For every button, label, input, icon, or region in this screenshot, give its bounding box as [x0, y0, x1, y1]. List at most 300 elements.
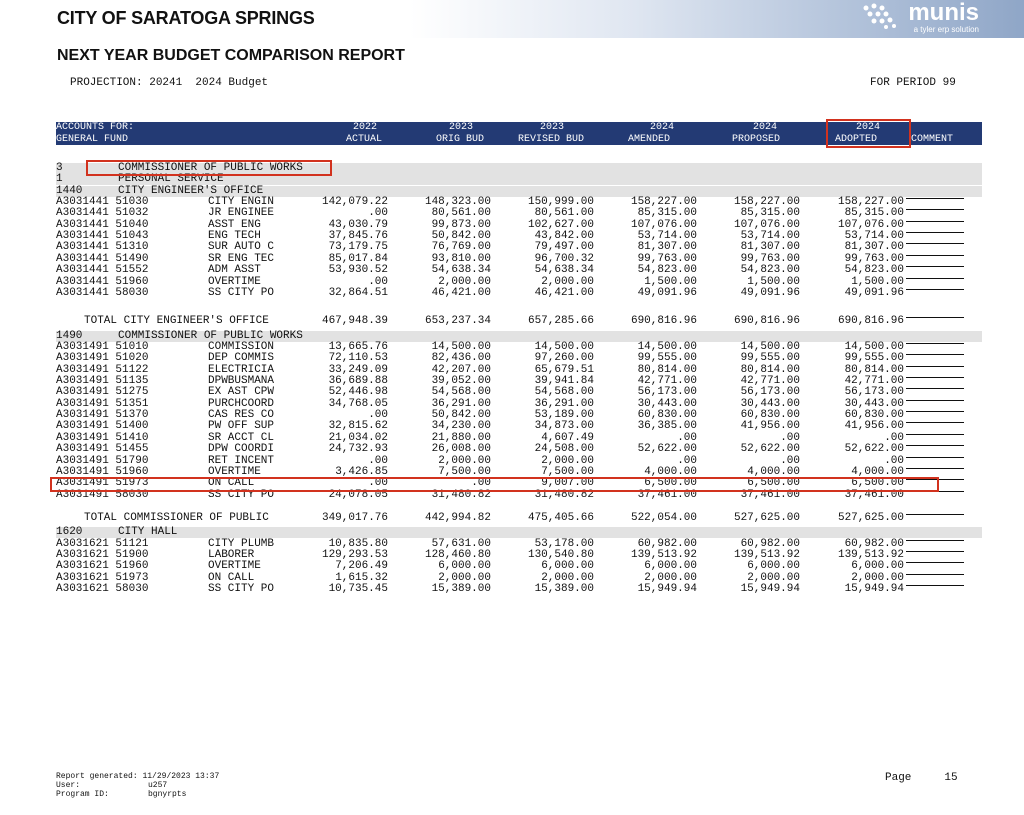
amount-cell: 527,625.00 — [733, 512, 800, 524]
account-description: ON CALL — [208, 477, 255, 490]
amount-cell: 80,814.00 — [637, 363, 697, 376]
account-number: A3031621 51900 — [56, 548, 149, 561]
amount-cell: 54,568.00 — [431, 386, 491, 399]
amount-cell: 107,076.00 — [837, 218, 904, 231]
table-row — [56, 254, 982, 265]
amount-cell: 37,461.00 — [844, 488, 904, 501]
total-label: TOTAL COMMISSIONER OF PUBLIC — [84, 512, 269, 524]
comment-field[interactable] — [906, 208, 964, 210]
account-number: A3031621 58030 — [56, 582, 149, 595]
amount-cell: 30,443.00 — [637, 397, 697, 410]
amount-cell: 349,017.76 — [321, 512, 388, 524]
comment-field[interactable] — [906, 353, 964, 355]
comment-field[interactable] — [906, 573, 964, 575]
group-label: PERSONAL SERVICE — [118, 173, 224, 186]
amount-cell: 2,000.00 — [644, 571, 697, 584]
amount-cell: 99,555.00 — [637, 352, 697, 365]
amount-cell: 32,864.51 — [328, 286, 388, 299]
amount-cell: 158,227.00 — [733, 196, 800, 209]
group-code: 1440 — [56, 184, 83, 197]
account-number: A3031441 51043 — [56, 230, 149, 243]
amount-cell: 46,421.00 — [534, 286, 594, 299]
table-row — [56, 376, 982, 387]
account-description: COMMISSION — [208, 341, 275, 353]
logo-tagline: a tyler erp solution — [913, 25, 979, 34]
amount-cell: 36,291.00 — [534, 397, 594, 410]
munis-dots-icon — [862, 2, 904, 30]
amount-cell: 527,625.00 — [837, 512, 904, 524]
amount-cell: 139,513.92 — [630, 548, 697, 561]
amount-cell: 13,665.76 — [328, 341, 388, 353]
program-value: bgnyrpts — [148, 790, 187, 799]
amount-cell: 1,500.00 — [851, 275, 904, 288]
amount-cell: 34,768.05 — [328, 397, 388, 410]
table-row — [56, 456, 982, 467]
amount-cell: .00 — [780, 431, 800, 444]
amount-cell: 52,622.00 — [844, 443, 904, 456]
amount-cell: 24,508.00 — [534, 443, 594, 456]
page-label: Page — [885, 772, 912, 784]
account-number: A3031441 51032 — [56, 207, 149, 220]
user-label: User: — [56, 781, 81, 790]
col-2022-actual: ACTUAL — [346, 134, 383, 145]
amount-cell: 130,540.80 — [527, 548, 594, 561]
amount-cell: 52,622.00 — [637, 443, 697, 456]
amount-cell: 53,714.00 — [637, 230, 697, 243]
amount-cell: 57,631.00 — [431, 537, 491, 550]
account-number: A3031491 58030 — [56, 488, 149, 501]
amount-cell: 6,000.00 — [438, 560, 491, 573]
amount-cell: 15,389.00 — [534, 582, 594, 595]
account-description: SUR AUTO C — [208, 241, 275, 254]
account-number: A3031491 51122 — [56, 363, 149, 376]
table-row — [56, 220, 982, 231]
amount-cell: 52,622.00 — [740, 443, 800, 456]
total-row — [56, 513, 982, 524]
comment-field[interactable] — [906, 197, 964, 199]
account-number: A3031491 51410 — [56, 431, 149, 444]
account-description: SR ENG TEC — [208, 252, 275, 265]
amount-cell: .00 — [368, 477, 388, 490]
col-comment: COMMENT — [911, 134, 954, 145]
amount-cell: .00 — [677, 431, 697, 444]
amount-cell: 10,835.80 — [328, 537, 388, 550]
account-description: DPW COORDI — [208, 443, 275, 456]
account-description: DEP COMMIS — [208, 352, 275, 365]
amount-cell: 7,500.00 — [541, 465, 594, 478]
comment-field[interactable] — [906, 550, 964, 552]
amount-cell: 690,816.96 — [837, 315, 904, 327]
amount-cell: 139,513.92 — [837, 548, 904, 561]
amount-cell: 49,091.96 — [740, 286, 800, 299]
account-description: SS CITY PO — [208, 286, 275, 299]
comment-field[interactable] — [906, 231, 964, 233]
comment-field[interactable] — [906, 365, 964, 367]
col-2023-orig: ORIG BUD — [436, 134, 485, 145]
amount-cell: 107,076.00 — [733, 218, 800, 231]
amount-cell: 53,178.00 — [534, 537, 594, 550]
amount-cell: 54,638.34 — [431, 264, 491, 277]
amount-cell: 81,307.00 — [740, 241, 800, 254]
amount-cell: 34,873.00 — [534, 420, 594, 433]
period-label: FOR PERIOD 99 — [870, 77, 956, 89]
amount-cell: 60,830.00 — [637, 409, 697, 422]
amount-cell: 60,830.00 — [740, 409, 800, 422]
account-description: JR ENGINEE — [208, 207, 275, 220]
account-description: CITY ENGIN — [208, 196, 275, 209]
amount-cell: .00 — [368, 454, 388, 467]
amount-cell: 7,206.49 — [335, 560, 388, 573]
amount-cell: 128,460.80 — [424, 548, 491, 561]
amount-cell: 65,679.51 — [534, 363, 594, 376]
amount-cell: 4,000.00 — [747, 465, 800, 478]
amount-cell: 79,497.00 — [534, 241, 594, 254]
amount-cell: 467,948.39 — [321, 315, 388, 327]
amount-cell: 4,000.00 — [851, 465, 904, 478]
account-number: A3031491 51275 — [56, 386, 149, 399]
account-number: A3031441 58030 — [56, 286, 149, 299]
amount-cell: 139,513.92 — [733, 548, 800, 561]
comment-field[interactable] — [906, 467, 964, 469]
amount-cell: 14,500.00 — [844, 341, 904, 353]
col-2024-amended: AMENDED — [628, 134, 671, 145]
group-city-engineer — [56, 186, 982, 197]
account-description: OVERTIME — [208, 465, 261, 478]
comment-field[interactable] — [906, 277, 964, 279]
comment-field[interactable] — [906, 342, 964, 344]
comment-field[interactable] — [906, 444, 964, 446]
report-banner — [0, 0, 1024, 38]
amount-cell: 99,763.00 — [844, 252, 904, 265]
amount-cell: 148,323.00 — [424, 196, 491, 209]
account-description: PW OFF SUP — [208, 420, 275, 433]
group-public-works — [56, 331, 982, 342]
amount-cell: 15,389.00 — [431, 582, 491, 595]
amount-cell: 37,845.76 — [328, 230, 388, 243]
comment-field[interactable] — [906, 561, 964, 563]
amount-cell: 31,480.82 — [431, 488, 491, 501]
comment-field[interactable] — [906, 410, 964, 412]
table-row — [56, 410, 982, 421]
amount-cell: 53,930.52 — [328, 264, 388, 277]
amount-cell: 657,285.66 — [527, 315, 594, 327]
amount-cell: 41,956.00 — [740, 420, 800, 433]
amount-cell: .00 — [471, 477, 491, 490]
comment-field[interactable] — [906, 584, 964, 586]
account-description: SS CITY PO — [208, 488, 275, 501]
amount-cell: 2,000.00 — [851, 571, 904, 584]
comment-field[interactable] — [906, 539, 964, 541]
user-value: u257 — [148, 781, 168, 790]
total-row — [56, 316, 982, 327]
col-2023-revised: REVISED BUD — [518, 134, 585, 145]
amount-cell: 24,078.05 — [328, 488, 388, 501]
amount-cell: 2,000.00 — [438, 571, 491, 584]
account-description: LABORER — [208, 548, 255, 561]
amount-cell: 73,179.75 — [328, 241, 388, 254]
table-row — [56, 584, 982, 595]
amount-cell: 6,000.00 — [851, 560, 904, 573]
comment-field[interactable] — [906, 242, 964, 244]
amount-cell: 107,076.00 — [630, 218, 697, 231]
amount-cell: 80,814.00 — [740, 363, 800, 376]
amount-cell: 50,842.00 — [431, 230, 491, 243]
account-number: A3031441 51490 — [56, 252, 149, 265]
group-label: COMMISSIONER OF PUBLIC WORKS — [118, 330, 303, 342]
table-row — [56, 208, 982, 219]
amount-cell: 82,436.00 — [431, 352, 491, 365]
comment-field[interactable] — [906, 387, 964, 389]
amount-cell: 475,405.66 — [527, 512, 594, 524]
amount-cell: 33,249.09 — [328, 363, 388, 376]
account-number: A3031441 51030 — [56, 196, 149, 209]
group-label: CITY HALL — [118, 526, 178, 538]
amount-cell: 14,500.00 — [534, 341, 594, 353]
account-number: A3031491 51960 — [56, 465, 149, 478]
on-call-row-highlight — [50, 477, 939, 492]
amount-cell: 53,714.00 — [740, 230, 800, 243]
account-number: A3031491 51351 — [56, 397, 149, 410]
amount-cell: 56,173.00 — [637, 386, 697, 399]
col-2024-proposed: PROPOSED — [732, 134, 781, 145]
amount-cell: 60,982.00 — [844, 537, 904, 550]
table-row — [56, 539, 982, 550]
amount-cell: 42,771.00 — [844, 375, 904, 388]
report-footer — [56, 772, 219, 799]
account-number: A3031491 51455 — [56, 443, 149, 456]
amount-cell: 93,810.00 — [431, 252, 491, 265]
amount-cell: 99,555.00 — [740, 352, 800, 365]
amount-cell: 150,999.00 — [527, 196, 594, 209]
amount-cell: 10,735.45 — [328, 582, 388, 595]
amount-cell: 85,315.00 — [637, 207, 697, 220]
amount-cell: 80,814.00 — [844, 363, 904, 376]
account-description: ENG TECH — [208, 230, 261, 243]
comment-field[interactable] — [906, 254, 964, 256]
amount-cell: 2,000.00 — [438, 454, 491, 467]
account-number: A3031441 51310 — [56, 241, 149, 254]
amount-cell: 37,461.00 — [637, 488, 697, 501]
generated-label: Report generated: — [56, 772, 138, 781]
table-row — [56, 387, 982, 398]
amount-cell: 99,763.00 — [740, 252, 800, 265]
amount-cell: 9,007.00 — [541, 477, 594, 490]
col-2022-year: 2022 — [353, 122, 378, 133]
amount-cell: 129,293.53 — [321, 548, 388, 561]
amount-cell: 81,307.00 — [637, 241, 697, 254]
amount-cell: 76,769.00 — [431, 241, 491, 254]
comment-field[interactable] — [906, 316, 964, 318]
amount-cell: .00 — [677, 454, 697, 467]
comment-field[interactable] — [906, 288, 964, 290]
amount-cell: 97,260.00 — [534, 352, 594, 365]
group-code: 1490 — [56, 330, 83, 342]
amount-cell: 102,627.00 — [527, 218, 594, 231]
account-number: A3031491 51020 — [56, 352, 149, 365]
table-row — [56, 573, 982, 584]
table-row — [56, 342, 982, 353]
amount-cell: 99,873.00 — [431, 218, 491, 231]
account-number: A3031441 51960 — [56, 275, 149, 288]
amount-cell: .00 — [368, 207, 388, 220]
table-row — [56, 365, 982, 376]
amount-cell: 2,000.00 — [747, 571, 800, 584]
account-description: SR ACCT CL — [208, 431, 275, 444]
table-row — [56, 197, 982, 208]
account-number: A3031491 51400 — [56, 420, 149, 433]
amount-cell: 158,227.00 — [837, 196, 904, 209]
amount-cell: 85,315.00 — [740, 207, 800, 220]
amount-cell: 53,714.00 — [844, 230, 904, 243]
account-number: A3031491 51010 — [56, 341, 149, 353]
amount-cell: 442,994.82 — [424, 512, 491, 524]
amount-cell: 2,000.00 — [541, 454, 594, 467]
account-number: A3031621 51121 — [56, 537, 149, 550]
comment-field[interactable] — [906, 220, 964, 222]
group-code: 1620 — [56, 526, 83, 538]
commissioner-highlight — [86, 160, 332, 176]
amount-cell: 54,568.00 — [534, 386, 594, 399]
amount-cell: 96,700.32 — [534, 252, 594, 265]
comment-field[interactable] — [906, 399, 964, 401]
account-description: DPWBUSMANA — [208, 375, 275, 388]
amount-cell: 14,500.00 — [637, 341, 697, 353]
comment-field[interactable] — [906, 433, 964, 435]
generated-value: 11/29/2023 13:37 — [142, 772, 220, 781]
amount-cell: 14,500.00 — [740, 341, 800, 353]
table-row — [56, 561, 982, 572]
comment-field[interactable] — [906, 421, 964, 423]
account-description: PURCHCOORD — [208, 397, 275, 410]
table-row — [56, 433, 982, 444]
amount-cell: 32,815.62 — [328, 420, 388, 433]
amount-cell: 15,949.94 — [740, 582, 800, 595]
page-number — [885, 772, 958, 784]
amount-cell: 56,173.00 — [740, 386, 800, 399]
amount-cell: 36,291.00 — [431, 397, 491, 410]
amount-cell: 6,000.00 — [541, 560, 594, 573]
group-label: COMMISSIONER OF PUBLIC WORKS — [118, 162, 303, 174]
account-description: RET INCENT — [208, 454, 275, 467]
amount-cell: 54,823.00 — [844, 264, 904, 277]
account-number: A3031621 51960 — [56, 560, 149, 573]
amount-cell: 24,732.93 — [328, 443, 388, 456]
accounts-for-label: ACCOUNTS FOR: — [56, 122, 135, 133]
amount-cell: .00 — [368, 409, 388, 422]
amount-cell: 690,816.96 — [733, 315, 800, 327]
comment-field[interactable] — [906, 376, 964, 378]
amount-cell: 54,638.34 — [534, 264, 594, 277]
program-label: Program ID: — [56, 790, 109, 799]
amount-cell: 690,816.96 — [630, 315, 697, 327]
amount-cell: 21,034.02 — [328, 431, 388, 444]
amount-cell: 60,982.00 — [637, 537, 697, 550]
munis-logo — [908, 0, 979, 38]
amount-cell: 6,500.00 — [747, 477, 800, 490]
amount-cell: 42,207.00 — [431, 363, 491, 376]
account-number: A3031621 51973 — [56, 571, 149, 584]
amount-cell: 2,000.00 — [541, 275, 594, 288]
amount-cell: 3,426.85 — [335, 465, 388, 478]
amount-cell: 30,443.00 — [844, 397, 904, 410]
amount-cell: 49,091.96 — [844, 286, 904, 299]
table-row — [56, 265, 982, 276]
amount-cell: 42,771.00 — [740, 375, 800, 388]
col-2023r-year: 2023 — [540, 122, 565, 133]
amount-cell: 2,000.00 — [438, 275, 491, 288]
account-description: EX AST CPW — [208, 386, 275, 399]
account-description: OVERTIME — [208, 560, 261, 573]
table-row — [56, 550, 982, 561]
account-description: ELECTRICIA — [208, 363, 275, 376]
total-label: TOTAL CITY ENGINEER'S OFFICE — [84, 315, 269, 327]
amount-cell: 60,982.00 — [740, 537, 800, 550]
table-row — [56, 399, 982, 410]
amount-cell: 36,385.00 — [637, 420, 697, 433]
amount-cell: 52,446.98 — [328, 386, 388, 399]
col-2024-adopted: ADOPTED — [835, 134, 878, 145]
col-2023-year: 2023 — [449, 122, 474, 133]
account-number: A3031491 51370 — [56, 409, 149, 422]
amount-cell: 7,500.00 — [438, 465, 491, 478]
group-label: CITY ENGINEER'S OFFICE — [118, 184, 264, 197]
amount-cell: .00 — [884, 454, 904, 467]
amount-cell: 6,000.00 — [747, 560, 800, 573]
group-code: 1 — [56, 173, 63, 186]
account-description: OVERTIME — [208, 275, 261, 288]
table-row — [56, 242, 982, 253]
account-description: ON CALL — [208, 571, 255, 584]
amount-cell: 522,054.00 — [630, 512, 697, 524]
amount-cell: 1,500.00 — [644, 275, 697, 288]
comment-field[interactable] — [906, 456, 964, 458]
col-2024p-year: 2024 — [753, 122, 778, 133]
amount-cell: 158,227.00 — [630, 196, 697, 209]
comment-field[interactable] — [906, 513, 964, 515]
amount-cell: 26,008.00 — [431, 443, 491, 456]
comment-field[interactable] — [906, 265, 964, 267]
report-title: NEXT YEAR BUDGET COMPARISON REPORT — [57, 47, 405, 64]
amount-cell: 39,941.84 — [534, 375, 594, 388]
adopted-column-highlight — [826, 119, 911, 148]
account-number: A3031441 51040 — [56, 218, 149, 231]
group-code: 3 — [56, 162, 63, 174]
city-name: CITY OF SARATOGA SPRINGS — [57, 8, 315, 28]
amount-cell: 85,017.84 — [328, 252, 388, 265]
amount-cell: 15,949.94 — [637, 582, 697, 595]
amount-cell: 30,443.00 — [740, 397, 800, 410]
amount-cell: 54,823.00 — [637, 264, 697, 277]
amount-cell: 4,607.49 — [541, 431, 594, 444]
account-number: A3031441 51552 — [56, 264, 149, 277]
general-fund-label: GENERAL FUND — [56, 134, 129, 145]
amount-cell: 43,842.00 — [534, 230, 594, 243]
account-number: A3031491 51790 — [56, 454, 149, 467]
amount-cell: 85,315.00 — [844, 207, 904, 220]
amount-cell: 37,461.00 — [740, 488, 800, 501]
amount-cell: 99,763.00 — [637, 252, 697, 265]
table-row — [56, 231, 982, 242]
amount-cell: 1,500.00 — [747, 275, 800, 288]
amount-cell: .00 — [884, 431, 904, 444]
table-row — [56, 288, 982, 299]
amount-cell: 41,956.00 — [844, 420, 904, 433]
amount-cell: 46,421.00 — [431, 286, 491, 299]
amount-cell: .00 — [780, 454, 800, 467]
account-description: CITY PLUMB — [208, 537, 275, 550]
amount-cell: 54,823.00 — [740, 264, 800, 277]
table-row — [56, 444, 982, 455]
